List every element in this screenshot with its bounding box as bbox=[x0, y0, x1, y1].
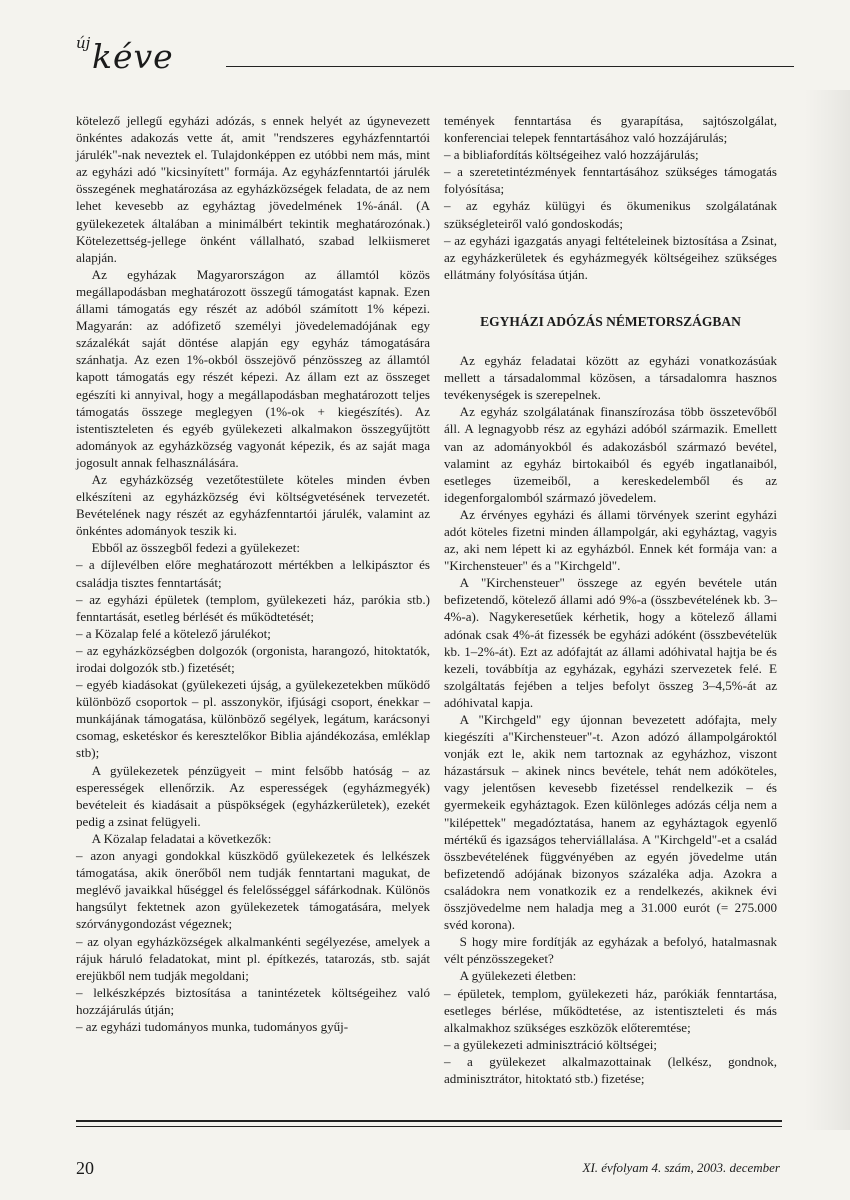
paragraph: Az egyházközség vezetőtestülete köteles minden évben elkészíteni az egyházközség évi költségvetésének tervezetét. Bevételének nagy részét az egyházfenntartói járulék, valamint az önkéntes adományok teszik ki. bbox=[76, 471, 430, 539]
list-item: – a díjlevélben előre meghatározott mértékben a lelkipásztor és családja tisztes fenntartását; bbox=[76, 557, 430, 590]
list-item: – a gyülekezeti adminisztráció költségei; bbox=[444, 1036, 658, 1052]
masthead-rule bbox=[226, 66, 794, 67]
list-item: – azon anyagi gondokkal küszködő gyülekezetek és lelkészek támogatása, akik önerőből nem tudják fenntartani magukat, de meglévő javaikkal hűséggel és felelősséggel sáfárkodnak. Különös hangsúlyt fektetnek azon gyülekezetek támogatására, melyek szórványgondozást végeznek; bbox=[76, 848, 430, 932]
paragraph: A "Kirchensteuer" összege az egyén bevétele után befizetendő, kötelező állami adó 9%-a (összbevételének kb. 3–4%-a). Nagykeresetűek kérhetik, hogy a kötelező állami adónak csak 4%-át fizessék be egyházi adóként (összbevételük kb. 1–2%-át). Ezt az adófajtát az állami adóhivatal hajtja be és kezeli, továbbítja az egyházak, egyházi szervezetek felé. E szolgáltatás fejében a teljes befolyt összeg 3–4,5%-át az adóhivatal kapja. bbox=[444, 575, 777, 710]
paragraph: A "Kirchgeld" egy újonnan bevezetett adófajta, mely kiegészíti a"Kirchensteuer"-t. Azon adózó állampolgároktól vonják ezt le, akik nem tartoznak az egyházhoz, viszont házastársuk – akinek nincs bevétele, tehát nem adóköteles, vagy jelentősen kevesebb fizetéssel rendelkezik – és gyermekeik egyháztagok. Ezen különleges adózás célja nem a "kilépettek" megadóztatása, hanem az egyháztagok egyenlő mértékű és igazságos teherviállalása. A "Kirchgeld"-et a család összbevételének függvényében az egyén jövedelme után befizetendő adójának bizonyos százaléka adja. Azokra a családokra nem vonatkozik ez a rendelkezés, akiknek évi összjövedelme nem haladja meg a 31.000 eurót (= 275.000 svéd korona). bbox=[444, 712, 777, 933]
paragraph: Az egyház feladatai között az egyházi vonatkozásúak mellett a társadalommal közösen, a társadalomra hasznos tevékenységek is szerepelnek. bbox=[444, 353, 777, 403]
paragraph: Az érvényes egyházi és állami törvények szerint egyházi adót köteles fizetni minden állampolgár, aki egyháztag, vagyis az, aki nem lépett ki az egyházból. Ennek két formája van: a "Kirchensteuer" és a "Kirchgeld". bbox=[444, 506, 777, 574]
issue-info: XI. évfolyam 4. szám, 2003. december bbox=[582, 1160, 780, 1175]
list-item: – az egyház külügyi és ökumenikus szolgálatának szükségleteiről való gondoskodás; bbox=[444, 198, 777, 231]
masthead-title: kéve bbox=[92, 37, 174, 76]
right-column-bottom bbox=[444, 352, 777, 1087]
paragraph: A gyülekezeti életben: bbox=[459, 968, 577, 984]
list-item: – lelkészképzés biztosítása a tanintézetek költségeihez való hozzájárulás útján; bbox=[76, 984, 430, 1017]
left-column bbox=[76, 112, 430, 1035]
paragraph: Az egyház szolgálatának finanszírozása több összetevőből áll. A legnagyobb rész az egyházi adóból származik. Emellett van az adományokból és adakozásból származó bevétel, valamint az egyház birtokaiból és egyéb ingatlanaiból, esetleges üzemeiből, a kereskedelemből és az idegenforgalomból származó jövedelem. bbox=[444, 404, 777, 505]
section-heading: EGYHÁZI ADÓZÁS NÉMETORSZÁGBAN bbox=[480, 313, 741, 329]
list-item: – az olyan egyházközségek alkalmankénti segélyezése, amelyek a rájuk háruló feladatokat, mint pl. építkezés, tatarozás, stb. saját erejükből nem tudják megoldani; bbox=[76, 933, 430, 983]
footer-rule-thin bbox=[76, 1126, 782, 1127]
paragraph: Ebből az összegből fedezi a gyülekezet: bbox=[91, 540, 300, 556]
paragraph: Az egyházak Magyarországon az államtól közös megállapodásban meghatározott összegű támogatást kapnak. Ezen állami támogatás egy részét az adóból számított 1% képezi. Magyarán: az adófizető személyi jövedelemadójának egy százalékát saját döntése alapján egy egyház támogatására szánhatja. Az ezen 1%-okból összejövő pénzösszeg az államtól kapott támogatás egy részét képezi. Az állam ezt az összeget egészíti ki annyival, hogy a megállapodásban meghatározott teljes támogatás összege meglegyen (1%-ok + kiegészítés). Az istentiszteleten és egyéb gyülekezeti alkalmakon összegyűjtött adományok az egyházközség vagyonát képezik, és az saját maga jogosult annak felhasználására. bbox=[76, 266, 430, 470]
paragraph: kötelező jellegű egyházi adózás, s ennek helyét az úgynevezett önkéntes adakozás vette át, amit "rendszeres egyházfenntartói járulék"-nak neveztek el. Tulajdonképpen ez utóbbi nem más, mint az egyházi adó "kicsinyített" formája. Az egyházfenntartói járulék összegének meghatározása az egyházközségek feladata, de az nem lehet kevesebb az egyháztag jövedelmének 1%-ánál. (A gyülekezetek általában a minimálbért tekintik meghatározónak.) Kötelezettség-jellege önként vállalható, szabad lelkiismeret alapján. bbox=[76, 113, 430, 265]
list-item: – az egyházi tudományos munka, tudományos gyűj- bbox=[76, 1018, 349, 1034]
right-column-top bbox=[444, 112, 777, 283]
list-item: – az egyházi igazgatás anyagi feltételeinek biztosítása a Zsinat, az egyházkerületek és egyházmegyék költségeihez szükséges ellátmány folyósítása útján. bbox=[444, 232, 777, 282]
paragraph: A Közalap feladatai a következők: bbox=[91, 830, 272, 846]
scan-page-edge bbox=[804, 90, 850, 1130]
page-number: 20 bbox=[76, 1158, 94, 1178]
list-item: – épületek, templom, gyülekezeti ház, parókiák fenntartása, esetleges bérlése, működtetése, az istentiszteleti és más alkalmakhoz szükséges eszközök előteremtése; bbox=[444, 985, 777, 1035]
paragraph: temények fenntartása és gyarapítása, sajtószolgálat, konferenciai telepek fenntartásához való hozzájárulás; bbox=[444, 113, 777, 146]
masthead bbox=[76, 30, 794, 80]
masthead-prefix: új bbox=[76, 34, 91, 52]
list-item: – egyéb kiadásokat (gyülekezeti újság, a gyülekezetekben működő különböző csoportok – pl. asszonykör, ifjúsági csoport, énekkar – munkájának támogatása, különböző segélyek, legátum, karácsonyi csomag, esketéskor és keresztelőkor Biblia ajándékozása, emléklap stb); bbox=[76, 677, 430, 761]
paragraph: S hogy mire fordítják az egyházak a befolyó, hatalmasnak vélt pénzösszegeket? bbox=[444, 934, 777, 967]
list-item: – az egyházközségben dolgozók (orgonista, harangozó, hitoktatók, irodai dolgozók stb.) fizetését; bbox=[76, 642, 430, 675]
list-item: – a szeretetintézmények fenntartásához szükséges támogatás folyósítása; bbox=[444, 164, 777, 197]
right-column bbox=[444, 112, 777, 1087]
list-item: – a gyülekezet alkalmazottainak (lelkész, gondnok, adminisztrátor, hitoktató stb.) fizetése; bbox=[444, 1053, 777, 1086]
list-item: – az egyházi épületek (templom, gyülekezeti ház, parókia stb.) fenntartását, esetleg bérlését és működtetését; bbox=[76, 591, 430, 624]
list-item: – a bibliafordítás költségeihez való hozzájárulás; bbox=[444, 147, 699, 163]
list-item: – a Közalap felé a kötelező járulékot; bbox=[76, 625, 271, 641]
paragraph: A gyülekezetek pénzügyeit – mint felsőbb hatóság – az esperességek ellenőrzik. Az esperességek (egyházmegyék) bevételeit és kiadásait a püspökségek (egyházkerületek), ezekét pedig a zsinat felügyeli. bbox=[76, 762, 430, 829]
footer-rule-thick bbox=[76, 1120, 782, 1122]
